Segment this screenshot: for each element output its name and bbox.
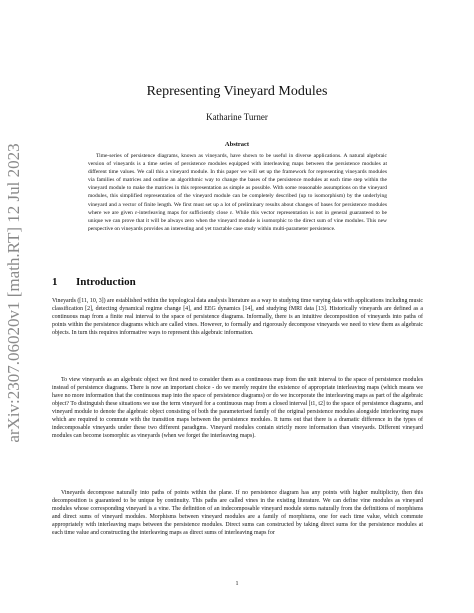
paper-author: Katharine Turner [206, 112, 268, 122]
section-number: 1 [52, 276, 58, 288]
abstract-body: Time-series of persistence diagrams, known as vineyards, have shown to be useful in diverse applications. A natural algebraic version of vineyards is a time series of persistence modules equipped with interleaving maps between the persistence modules at different time values. We call this a vineyard module. In this paper we will set up the framework for representing vineyards modules via families of matrices and outline an algorithmic way to change the bases of the persistence modules at each time step within the vineyard module to make the matrices in this representation as simple as possible. With some reasonable assumptions on the vineyard modules, this simplified representation of the vineyard module can be completely described (up to isomorphism) by the underlying vineyard and a vector of finite length. We first must set up a lot of preliminary results about changes of bases for persistence modules where we are given ε-interleaving maps for sufficiently close ε. While this vector representation is not in general guaranteed to be unique we can prove that it will be always zero when the vineyard module is isomorphic to the direct sum of vine modules. This new perspective on vineyards provides an interesting and yet tractable case study within multi-parameter persistence. [88, 153, 387, 232]
body-paragraph: Vineyards ([11, 10, 3]) are established within the topological data analysis literature as a way to studying time varying data with applications including music classification [2], detecting dynamical regime change [4], and EEG dynamics [14], and studying fMRI data [13]. Historically vineyards are defined as a continuous map from a finite real interval to the space of persistence diagrams. Informally, there is an intuitive decomposition of vineyards into paths of points within the persistence diagrams which are called vines. However, to formally and rigorously decompose vineyards we need to view them as algebraic objects. In turn this requires informative ways to represent this algebraic information. [52, 298, 423, 336]
page-number: 1 [235, 581, 239, 587]
section-heading [52, 276, 136, 288]
paper-title: Representing Vineyard Modules [146, 84, 328, 99]
section-title: Introduction [76, 276, 136, 288]
abstract-heading: Abstract [224, 141, 250, 148]
body-paragraph: Vineyards decompose naturally into paths of points within the plane. If no persistence diagram has any points with higher multiplicity, then this decomposition is guaranteed to be unique by continuity. This paths are called vines in the existing literature. We can define vine modules as vineyard modules whose corresponding vineyard is a vine. The definition of an indecomposable vineyard module stems naturally from the definitions of morphisms and direct sums of vineyard modules. Morphisms between vineyard modules are a family of morphisms, one for each time value, which commute appropriately with interleaving maps between the persistence modules. Direct sums can constructed by taking direct sums for the persistence modules at each time value and constructing the interleaving maps as direct sums of interleaving maps for [52, 490, 423, 536]
arxiv-identifier: arXiv:2307.06020v1 [math.RT] 12 Jul 2023 [4, 143, 23, 443]
body-paragraph: To view vineyards as an algebraic object we first need to consider them as a continuous map from the unit interval to the space of persistence modules instead of persistence diagrams. There is now an important choice - do we merely require the existence of appropriate interleaving maps (which means we have no more information that the continuous map into the space of persistence diagrams) or do we incorporate the interleaving maps as part of the algebraic object? To distinguish these situations we use the term vineyard for a continuous map from a closed interval [t1, t2] to the space of persistence diagrams, and vineyard module to denote the algebraic object consisting of both the parameterised family of the original persistence modules alongside interleaving maps which are required to commute with the transition maps between the persistence modules. It turns out that there is a dramatic difference in the types of indecomposable vineyards under these two different paradigms. Vineyard modules contain strictly more information than vineyards. Different vineyard modules can become isomorphic as vineyards (when we forget the interleaving maps). [52, 377, 423, 439]
